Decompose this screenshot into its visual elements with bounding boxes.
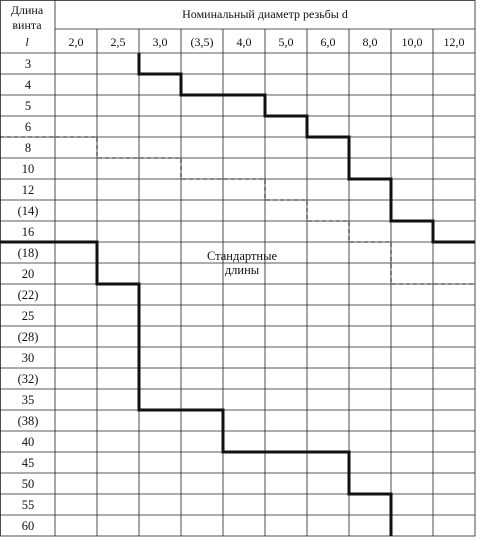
row-label: 3 [24, 57, 32, 71]
column-label: (3,5) [190, 35, 214, 49]
row-label: 6 [24, 120, 32, 134]
row-label: 50 [21, 477, 35, 491]
row-label: (32) [17, 372, 39, 386]
corner-label-line2: винта [12, 18, 42, 32]
row-label: (38) [17, 414, 39, 428]
row-label: (22) [17, 288, 39, 302]
row-label: 4 [24, 78, 32, 92]
standard-lengths-label-line2: длины [224, 263, 260, 277]
column-label: 8,0 [362, 35, 378, 49]
corner-label-line3: l [25, 35, 29, 49]
row-label: 25 [21, 309, 35, 323]
row-label: 30 [21, 351, 35, 365]
column-label: 5,0 [278, 35, 294, 49]
row-label: 20 [21, 267, 35, 281]
row-label: 35 [21, 393, 35, 407]
column-label: 4,0 [236, 35, 252, 49]
row-label: 12 [21, 183, 35, 197]
row-label: (18) [17, 246, 39, 260]
column-label: 6,0 [320, 35, 336, 49]
row-labels [18, 57, 39, 533]
standard-lengths-label-line1: Стандартные [206, 249, 278, 263]
row-label: 45 [21, 456, 35, 470]
column-label: 3,0 [152, 35, 168, 49]
row-label: 40 [21, 435, 35, 449]
column-label: 10,0 [401, 35, 423, 49]
row-label: 60 [21, 519, 35, 533]
row-label: 16 [21, 225, 35, 239]
row-label: 55 [21, 498, 35, 512]
row-label: 5 [24, 99, 32, 113]
row-label: (28) [17, 330, 39, 344]
column-labels [69, 35, 465, 49]
column-label: 2,5 [110, 35, 126, 49]
column-label: 12,0 [443, 35, 465, 49]
column-label: 2,0 [68, 35, 84, 49]
step-lines [0, 53, 475, 536]
row-label: 8 [24, 141, 32, 155]
corner-label-line1: Длина [10, 3, 44, 17]
header-title: Номинальный диаметр резьбы d [182, 7, 348, 21]
row-label: (14) [17, 204, 39, 218]
row-label: 10 [21, 162, 35, 176]
